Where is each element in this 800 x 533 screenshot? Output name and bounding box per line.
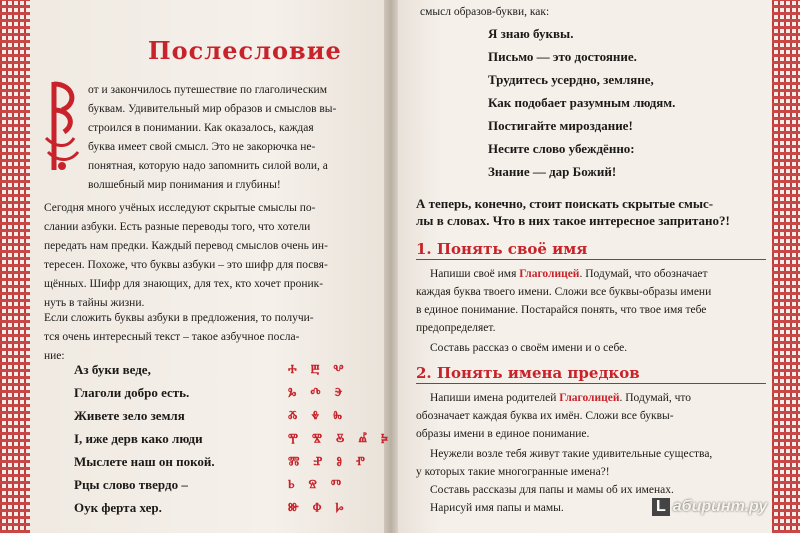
para-line bbox=[416, 302, 706, 318]
para-line: волшебный мир понимания и глубины! bbox=[88, 179, 281, 191]
poem-line: Письмо — это достояние. bbox=[488, 49, 637, 64]
para-line bbox=[416, 320, 495, 336]
para-line: передать нам предки. Каждый перевод смыслов очень ин- bbox=[44, 240, 328, 252]
poem-line: Трудитесь усердно, земляне, bbox=[488, 72, 654, 87]
right-ornament-border bbox=[772, 0, 800, 533]
verse-line: Рцы слово твердо – bbox=[74, 477, 188, 492]
para-line: тересен. Похоже, что буквы азбуки – это шифр для посвя- bbox=[44, 259, 328, 271]
verse-line: Оук ферта хер. bbox=[74, 500, 162, 515]
poem-line: Я знаю буквы. bbox=[488, 26, 574, 41]
para-line: Если сложить буквы азбуки в предложения, то получи- bbox=[44, 312, 314, 324]
text-span: в единое понимание. Постарайся понять, что твое имя тебе bbox=[416, 304, 707, 316]
para-line: тся очень интересный текст – такое азбучное посла- bbox=[44, 331, 300, 343]
glagolitic-glyphs: ⰖⰗⰘ bbox=[288, 500, 358, 514]
text-span: Напиши имена родителей bbox=[430, 392, 560, 404]
para-line: ние: bbox=[44, 350, 65, 362]
text-span: . Подумай, что обозначает bbox=[579, 268, 708, 280]
text-span: каждая буква твоего имени. Сложи все буквы-образы имени bbox=[416, 286, 712, 298]
para-line: нуть в тайны жизни. bbox=[44, 297, 145, 309]
para-line: буква имеет свой смысл. Это не закорючка не- bbox=[88, 141, 316, 153]
para-line: Составь рассказ о своём имени и о себе. bbox=[430, 342, 628, 354]
para-line bbox=[416, 408, 674, 424]
para-line bbox=[430, 390, 691, 406]
para-line: Сегодня много учёных исследуют скрытые смыслы по- bbox=[44, 202, 316, 214]
para-line: Составь рассказы для папы и мамы об их именах. bbox=[430, 484, 674, 496]
heading-underline bbox=[416, 383, 766, 384]
para-line bbox=[416, 284, 711, 300]
watermark-logo: L абиринт.ру bbox=[652, 498, 767, 516]
glagolitsa-highlight: Глаголицей bbox=[519, 268, 580, 280]
verse-line: Живете зело земля bbox=[74, 408, 185, 423]
para-line: у которых такие многогранные имена?! bbox=[416, 466, 610, 478]
para-line bbox=[430, 266, 708, 282]
para-line: щённых. Шифр для знающих, для тех, кто хочет проник- bbox=[44, 278, 324, 290]
text-span: Напиши своё имя bbox=[430, 268, 520, 280]
heading-underline bbox=[416, 259, 766, 260]
verse-line: Аз буки веде, bbox=[74, 362, 151, 377]
para-line: Неужели возле тебя живут такие удивительные существа, bbox=[430, 448, 713, 460]
glagolitsa-highlight: Глаголицей bbox=[559, 392, 620, 404]
verse-line: Мыслете наш он покой. bbox=[74, 454, 215, 469]
glagolitic-glyphs: ⰏⰐⰑⰒ bbox=[288, 454, 379, 468]
section-heading: 2. Понять имена предков bbox=[416, 364, 640, 382]
para-line: слании азбуки. Есть разные переводы того, что хотели bbox=[44, 221, 311, 233]
verse-line: І, иже дерв како люди bbox=[74, 431, 203, 446]
after-line: лы в словах. Что в них такое интересное запритано?! bbox=[416, 213, 730, 228]
poem-line: Знание — дар Божий! bbox=[488, 164, 617, 179]
para-line: буквам. Удивительный мир образов и смыслов вы- bbox=[88, 103, 337, 115]
dropcap-r-icon bbox=[40, 78, 84, 174]
poem-line: Как подобает разумным людям. bbox=[488, 95, 676, 110]
para-line: строился в понимании. Как оказалось, каждая bbox=[88, 122, 314, 134]
book-gutter bbox=[384, 0, 398, 533]
para-line: понятная, которую надо запомнить силой воли, а bbox=[88, 160, 328, 172]
glagolitic-glyphs: ⰀⰁⰂ bbox=[288, 362, 358, 376]
para-line: Нарисуй имя папы и мамы. bbox=[430, 502, 564, 514]
text-span: . Подумай, что bbox=[619, 392, 692, 404]
text-span: обозначает каждая буква их имён. Сложи все буквы- bbox=[416, 410, 674, 422]
poem-line: Несите слово убеждённо: bbox=[488, 141, 635, 156]
text-span: предопределяет. bbox=[416, 322, 496, 334]
after-line: А теперь, конечно, стоит поискать скрытые смыс- bbox=[416, 196, 714, 211]
glagolitic-glyphs: ⰃⰄⰅ bbox=[288, 385, 357, 399]
page-title: Послесловие bbox=[148, 36, 342, 65]
left-ornament-border bbox=[0, 0, 30, 533]
glagolitic-glyphs: ⰆⰇⰈ bbox=[288, 408, 357, 422]
para-line bbox=[416, 426, 589, 442]
glagolitic-glyphs: ⰉⰊⰋⰌⰍ bbox=[288, 431, 402, 445]
section-heading: 1. Понять своё имя bbox=[416, 240, 588, 258]
verse-line: Глаголи добро есть. bbox=[74, 385, 190, 400]
top-line: смысл образов-букви, как: bbox=[420, 6, 550, 18]
poem-line: Постигайте мироздание! bbox=[488, 118, 633, 133]
glagolitic-glyphs: ⰓⰔⰕ bbox=[288, 477, 355, 491]
para-line: от и закончилось путешествие по глаголическим bbox=[88, 84, 327, 96]
text-span: образы имени в единое понимание. bbox=[416, 428, 590, 440]
